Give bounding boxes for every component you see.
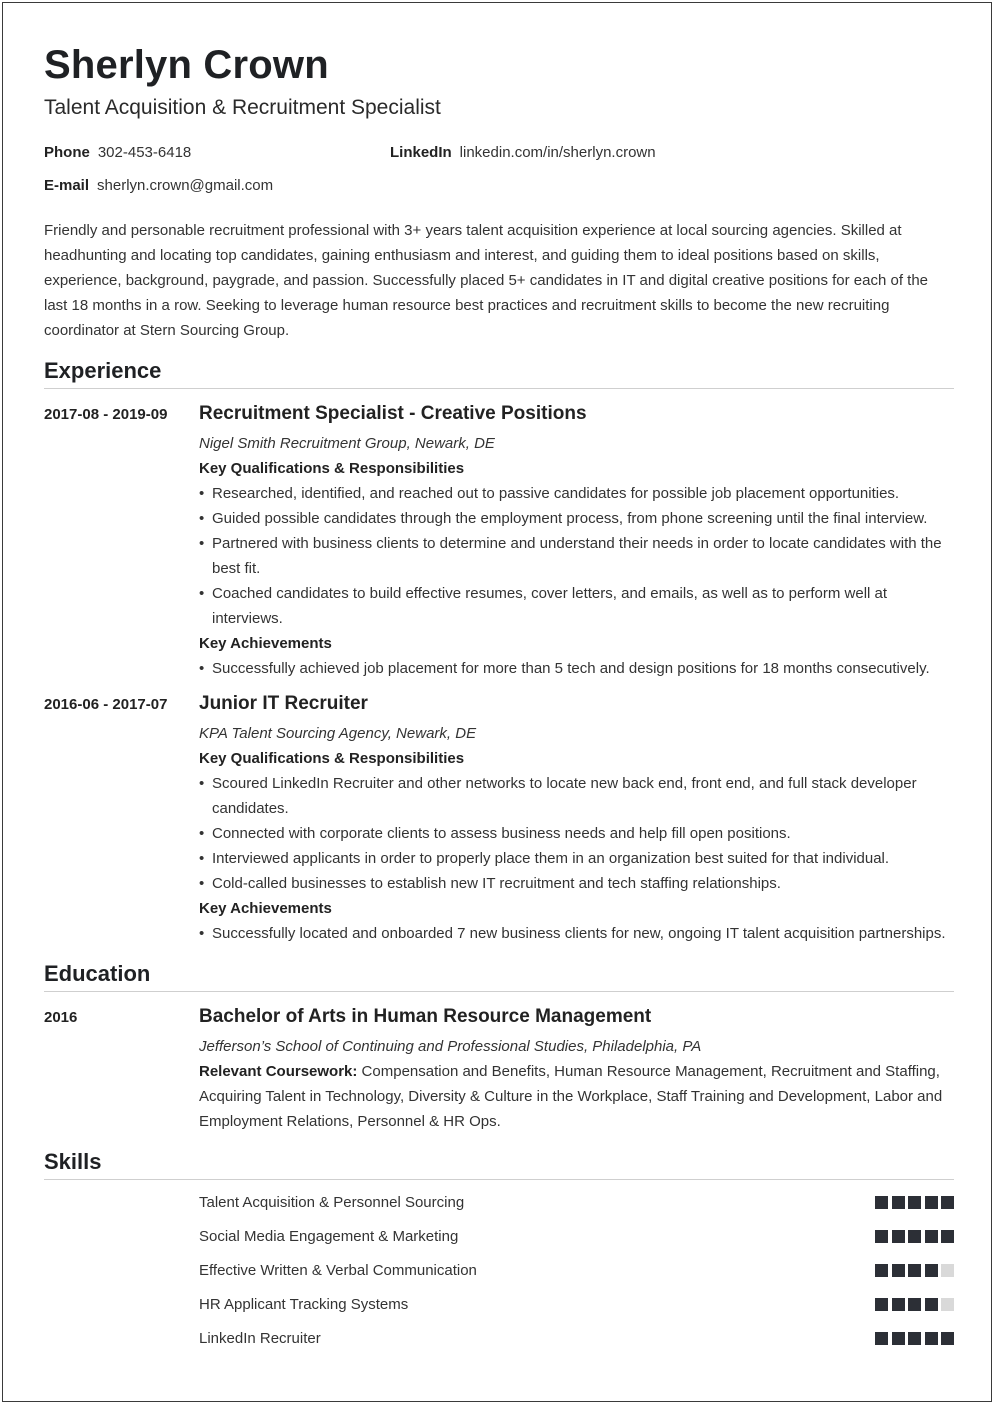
skill-level-filled: [892, 1332, 905, 1345]
skill-level-filled: [941, 1196, 954, 1209]
skills-divider: [44, 1179, 954, 1180]
job-1-company: Nigel Smith Recruitment Group, Newark, DE: [199, 435, 495, 452]
skill-name: LinkedIn Recruiter: [199, 1330, 321, 1347]
job-1: [199, 401, 954, 681]
list-item: • Successfully achieved job placement for more than 5 tech and design positions for 18 months consecutively.: [199, 656, 954, 681]
job-2-dates: 2016-06 - 2017-07: [44, 696, 168, 713]
experience-heading: Experience: [44, 358, 162, 383]
phone-label: Phone: [44, 144, 90, 161]
list-item: • Coached candidates to build effective resumes, cover letters, and emails, as well as to perform well at interviews.: [199, 581, 954, 631]
professional-summary: Friendly and personable recruitment professional with 3+ years talent acquisition experience at local sourcing agencies. Skilled at headhunting and locating top candidates, gaining enthusiasm and interest, and guiding them to ideal positions based on skills, experience, background, paygrade, and passion. Successfully placed 5+ candidates in IT and digital creative positions for each of the last 18 months in a row. Seeking to leverage human resource best practices and recruitment skills to become the new recruiting coordinator at Stern Sourcing Group.: [44, 222, 929, 339]
skill-name: Social Media Engagement & Marketing: [199, 1228, 459, 1245]
skill-row: [199, 1329, 954, 1349]
job-1-dates: 2017-08 - 2019-09: [44, 406, 168, 423]
coursework-label: Relevant Coursework:: [199, 1063, 358, 1080]
job-2-resp-label: Key Qualifications & Responsibilities: [199, 750, 465, 767]
skills-heading: Skills: [44, 1149, 102, 1174]
skill-level-meter: [872, 1230, 955, 1243]
email-label: E-mail: [44, 177, 90, 194]
job-2-company: KPA Talent Sourcing Agency, Newark, DE: [199, 725, 477, 742]
skill-name: Talent Acquisition & Personnel Sourcing: [199, 1194, 465, 1211]
list-item: • Cold-called businesses to establish new IT recruitment and tech staffing relationships.: [199, 871, 954, 896]
skill-level-filled: [941, 1332, 954, 1345]
coursework-list: Compensation and Benefits, Human Resource Management, Recruitment and Staffing, Acquiring Talent in Technology, Diversity & Culture in the Workplace, Staff Training and Development, Labor and Employment Relations, Personnel & HR Ops.: [199, 1063, 943, 1130]
skill-row: [199, 1193, 954, 1213]
skill-level-filled: [941, 1230, 954, 1243]
degree-title: Bachelor of Arts in Human Resource Management: [199, 1006, 652, 1027]
skill-level-filled: [908, 1264, 921, 1277]
skill-level-meter: [872, 1264, 955, 1277]
contact-phone: [44, 144, 191, 161]
skill-level-empty: [941, 1298, 954, 1311]
job-2-title: Junior IT Recruiter: [199, 693, 368, 714]
job-2-responsibilities: [199, 771, 954, 896]
job-2-achievements: [199, 921, 954, 946]
skill-name: Effective Written & Verbal Communication: [199, 1262, 477, 1279]
skill-level-empty: [941, 1264, 954, 1277]
list-item: • Guided possible candidates through the employment process, from phone screening until the final interview.: [199, 506, 954, 531]
experience-divider: [44, 388, 954, 389]
relevant-coursework: [199, 1059, 954, 1134]
list-item: • Interviewed applicants in order to properly place them in an organization best suited for that individual.: [199, 846, 954, 871]
contact-linkedin: [390, 144, 656, 161]
linkedin-value[interactable]: linkedin.com/in/sherlyn.crown: [459, 144, 656, 161]
education-divider: [44, 991, 954, 992]
job-1-title: Recruitment Specialist - Creative Positions: [199, 403, 587, 424]
skill-level-filled: [925, 1196, 938, 1209]
resume-page: [2, 2, 992, 1402]
skill-level-filled: [925, 1332, 938, 1345]
skill-level-filled: [925, 1298, 938, 1311]
skill-level-filled: [892, 1298, 905, 1311]
skill-name: HR Applicant Tracking Systems: [199, 1296, 409, 1313]
skill-level-meter: [872, 1332, 955, 1345]
skill-row: [199, 1261, 954, 1281]
skill-level-filled: [892, 1264, 905, 1277]
skill-level-filled: [908, 1230, 921, 1243]
skill-level-filled: [925, 1264, 938, 1277]
list-item: • Connected with corporate clients to assess business needs and help fill open positions.: [199, 821, 954, 846]
skill-level-filled: [908, 1196, 921, 1209]
skill-level-filled: [892, 1230, 905, 1243]
linkedin-label: LinkedIn: [390, 144, 452, 161]
list-item: • Researched, identified, and reached out to passive candidates for possible job placement opportunities.: [199, 481, 954, 506]
education-entry: [199, 1004, 954, 1134]
candidate-name: Sherlyn Crown: [44, 43, 329, 87]
education-heading: Education: [44, 961, 151, 986]
skill-level-filled: [875, 1332, 888, 1345]
skill-row: [199, 1295, 954, 1315]
skill-level-meter: [872, 1196, 955, 1209]
skill-level-meter: [872, 1298, 955, 1311]
skill-level-filled: [925, 1230, 938, 1243]
job-1-ach-label: Key Achievements: [199, 635, 332, 652]
job-1-responsibilities: [199, 481, 954, 631]
skill-level-filled: [892, 1196, 905, 1209]
skill-row: [199, 1227, 954, 1247]
job-1-achievements: [199, 656, 954, 681]
school-name: Jefferson’s School of Continuing and Professional Studies, Philadelphia, PA: [199, 1038, 702, 1055]
job-1-resp-label: Key Qualifications & Responsibilities: [199, 460, 465, 477]
phone-value: 302-453-6418: [97, 144, 192, 161]
skill-level-filled: [875, 1298, 888, 1311]
job-2-ach-label: Key Achievements: [199, 900, 332, 917]
contact-email: [44, 177, 273, 194]
skill-level-filled: [875, 1196, 888, 1209]
skill-level-filled: [875, 1264, 888, 1277]
education-year: 2016: [44, 1009, 78, 1026]
list-item: • Successfully located and onboarded 7 new business clients for new, ongoing IT talent acquisition partnerships.: [199, 921, 954, 946]
skill-level-filled: [908, 1332, 921, 1345]
candidate-role: Talent Acquisition & Recruitment Specialist: [44, 96, 441, 119]
skill-level-filled: [875, 1230, 888, 1243]
list-item: • Scoured LinkedIn Recruiter and other networks to locate new back end, front end, and full stack developer candidates.: [199, 771, 954, 821]
skill-level-filled: [908, 1298, 921, 1311]
email-value[interactable]: sherlyn.crown@gmail.com: [97, 177, 274, 194]
job-2: [199, 691, 954, 946]
list-item: • Partnered with business clients to determine and understand their needs in order to locate candidates with the best fit.: [199, 531, 954, 581]
